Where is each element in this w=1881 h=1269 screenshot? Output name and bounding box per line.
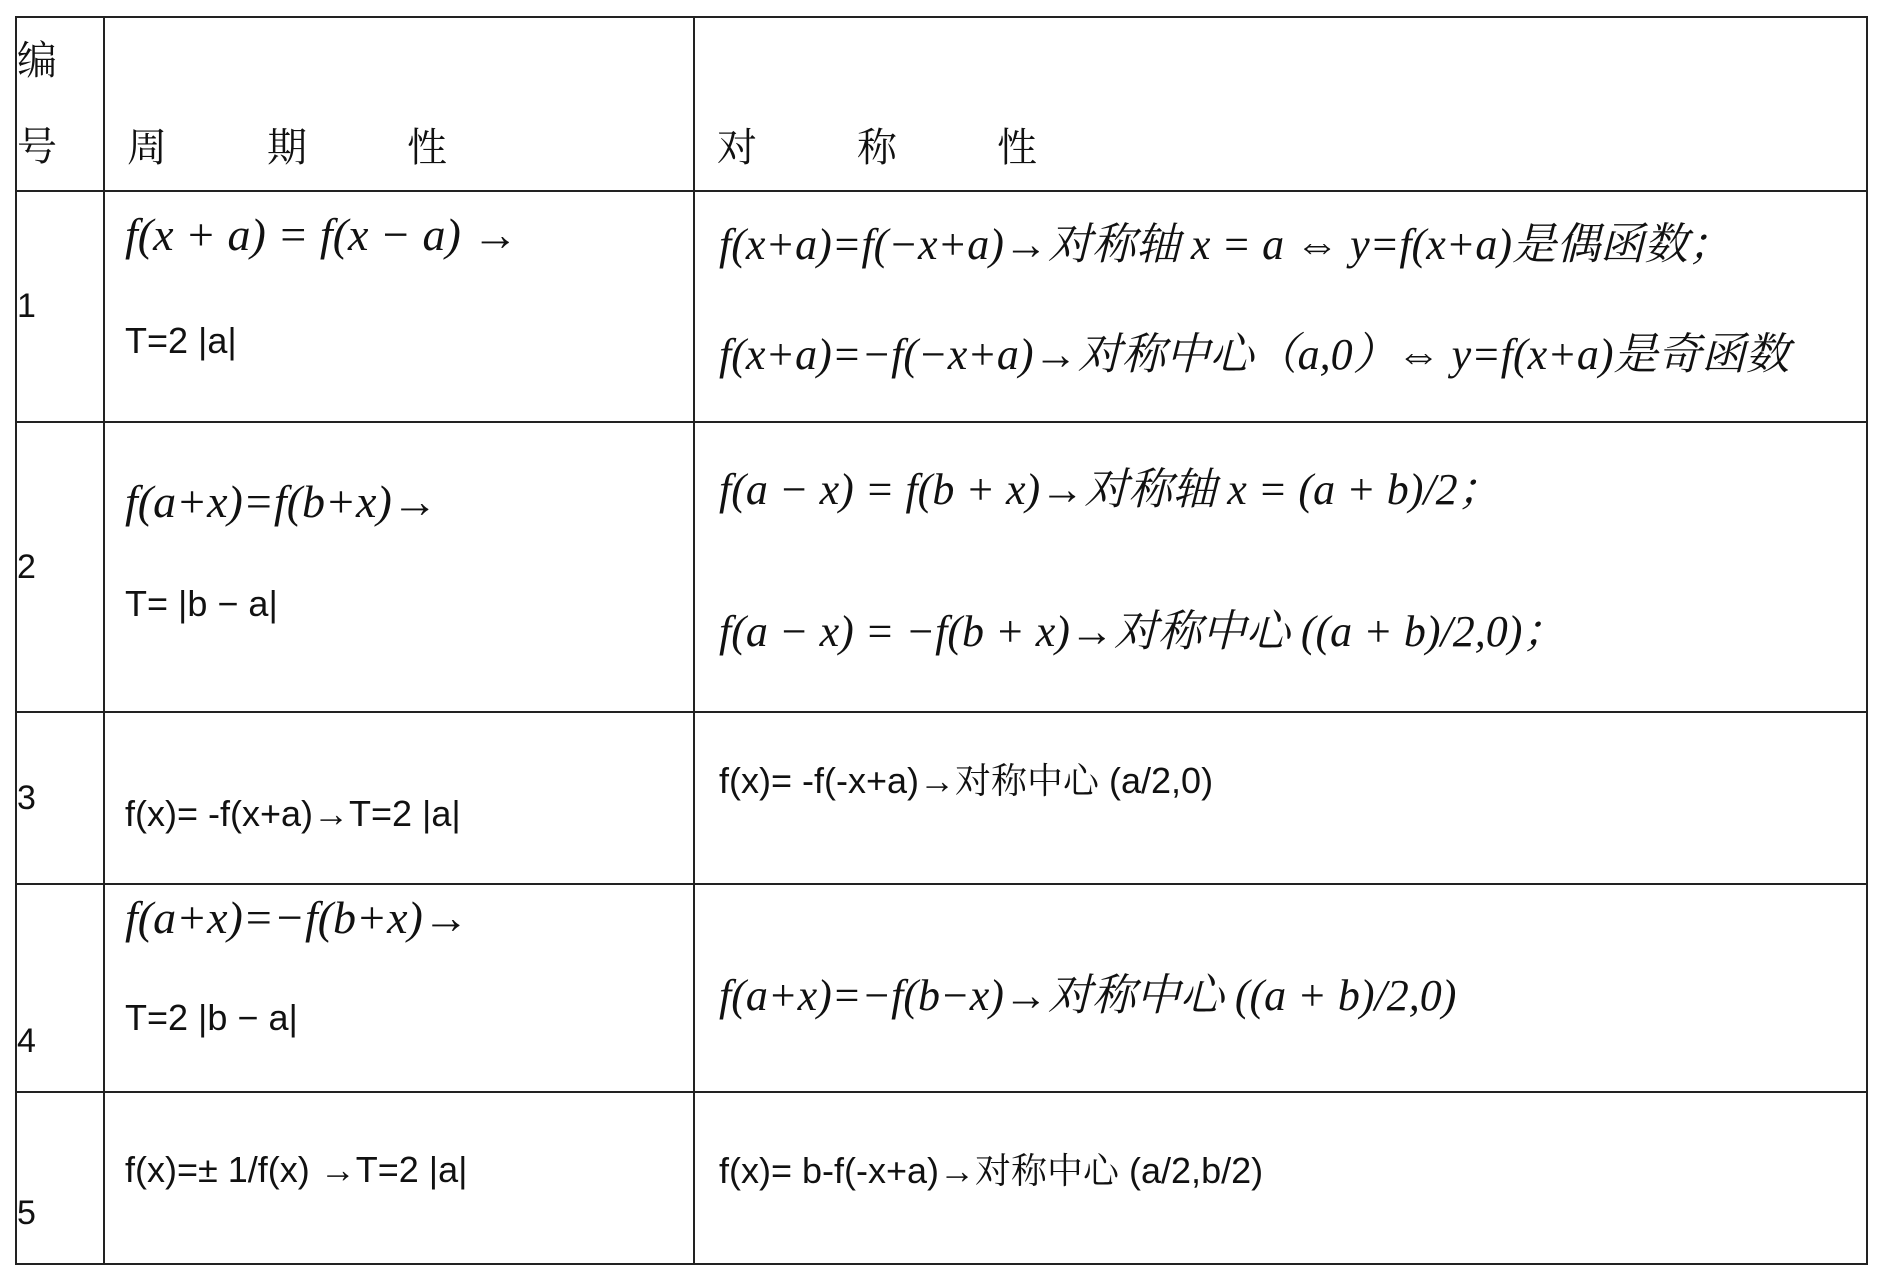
symmetry-cell <box>694 1092 1867 1264</box>
row-number: 1 <box>16 191 104 422</box>
header-symmetry-char-1: 对 <box>717 124 757 171</box>
symmetry-axis-formula: f(x+a)=f(−x+a)→对称轴 x = a ⇔ y=f(x+a)是偶函数； <box>719 220 1733 269</box>
symmetry-center-formula: f(x)= -f(-x+a)→对称中心 (a/2,0) <box>719 760 1214 801</box>
header-symmetry-char-3: 性 <box>997 124 1037 171</box>
header-period-char-2: 期 <box>267 124 307 171</box>
table-row <box>16 422 1867 712</box>
period-formula: f(x + a) = f(x − a) → <box>125 209 519 260</box>
period-cell <box>104 712 694 884</box>
header-period-char-3: 性 <box>407 124 447 171</box>
period-formula: f(x)= -f(x+a)→T=2 |a| <box>125 793 461 834</box>
period-formula: f(x)=± 1/f(x) →T=2 |a| <box>125 1149 468 1190</box>
period-result: T=2 |a| <box>125 320 237 361</box>
table-row <box>16 1092 1867 1264</box>
period-formula: f(a+x)=−f(b+x)→ <box>125 892 469 943</box>
symmetry-cell <box>694 191 1867 422</box>
header-period-char-1: 周 <box>127 124 167 171</box>
row-number: 2 <box>16 422 104 712</box>
row-number: 4 <box>16 884 104 1092</box>
period-cell <box>104 191 694 422</box>
period-result: T=2 |b − a| <box>125 997 298 1038</box>
table-row <box>16 712 1867 884</box>
table-row <box>16 191 1867 422</box>
period-cell <box>104 1092 694 1264</box>
row-number: 5 <box>16 1092 104 1264</box>
period-cell <box>104 884 694 1092</box>
period-cell <box>104 422 694 712</box>
symmetry-center-formula: f(a+x)=−f(b−x)→对称中心 ((a + b)/2,0) <box>719 971 1457 1020</box>
row-number: 3 <box>16 712 104 884</box>
symmetry-cell <box>694 712 1867 884</box>
header-row <box>16 17 1867 191</box>
symmetry-center-formula: f(x)= b-f(-x+a)→对称中心 (a/2,b/2) <box>719 1150 1264 1191</box>
symmetry-center-formula: f(x+a)=−f(−x+a)→对称中心（a,0）⇔ y=f(x+a)是奇函数 <box>719 330 1790 379</box>
header-symmetry-cell <box>694 17 1867 191</box>
header-number-char-1: 编 <box>17 38 57 84</box>
header-symmetry-char-2: 称 <box>857 124 897 171</box>
symmetry-center-formula: f(a − x) = −f(b + x)→对称中心 ((a + b)/2,0)； <box>719 607 1567 656</box>
header-number-cell <box>16 17 104 191</box>
table-row <box>16 884 1867 1092</box>
period-formula: f(a+x)=f(b+x)→ <box>125 476 438 527</box>
formula-table <box>15 16 1868 1265</box>
header-period-cell <box>104 17 694 191</box>
symmetry-cell <box>694 884 1867 1092</box>
symmetry-cell <box>694 422 1867 712</box>
period-result: T= |b − a| <box>125 583 278 624</box>
header-number-char-2: 号 <box>17 124 57 170</box>
symmetry-axis-formula: f(a − x) = f(b + x)→对称轴 x = (a + b)/2； <box>719 465 1502 514</box>
